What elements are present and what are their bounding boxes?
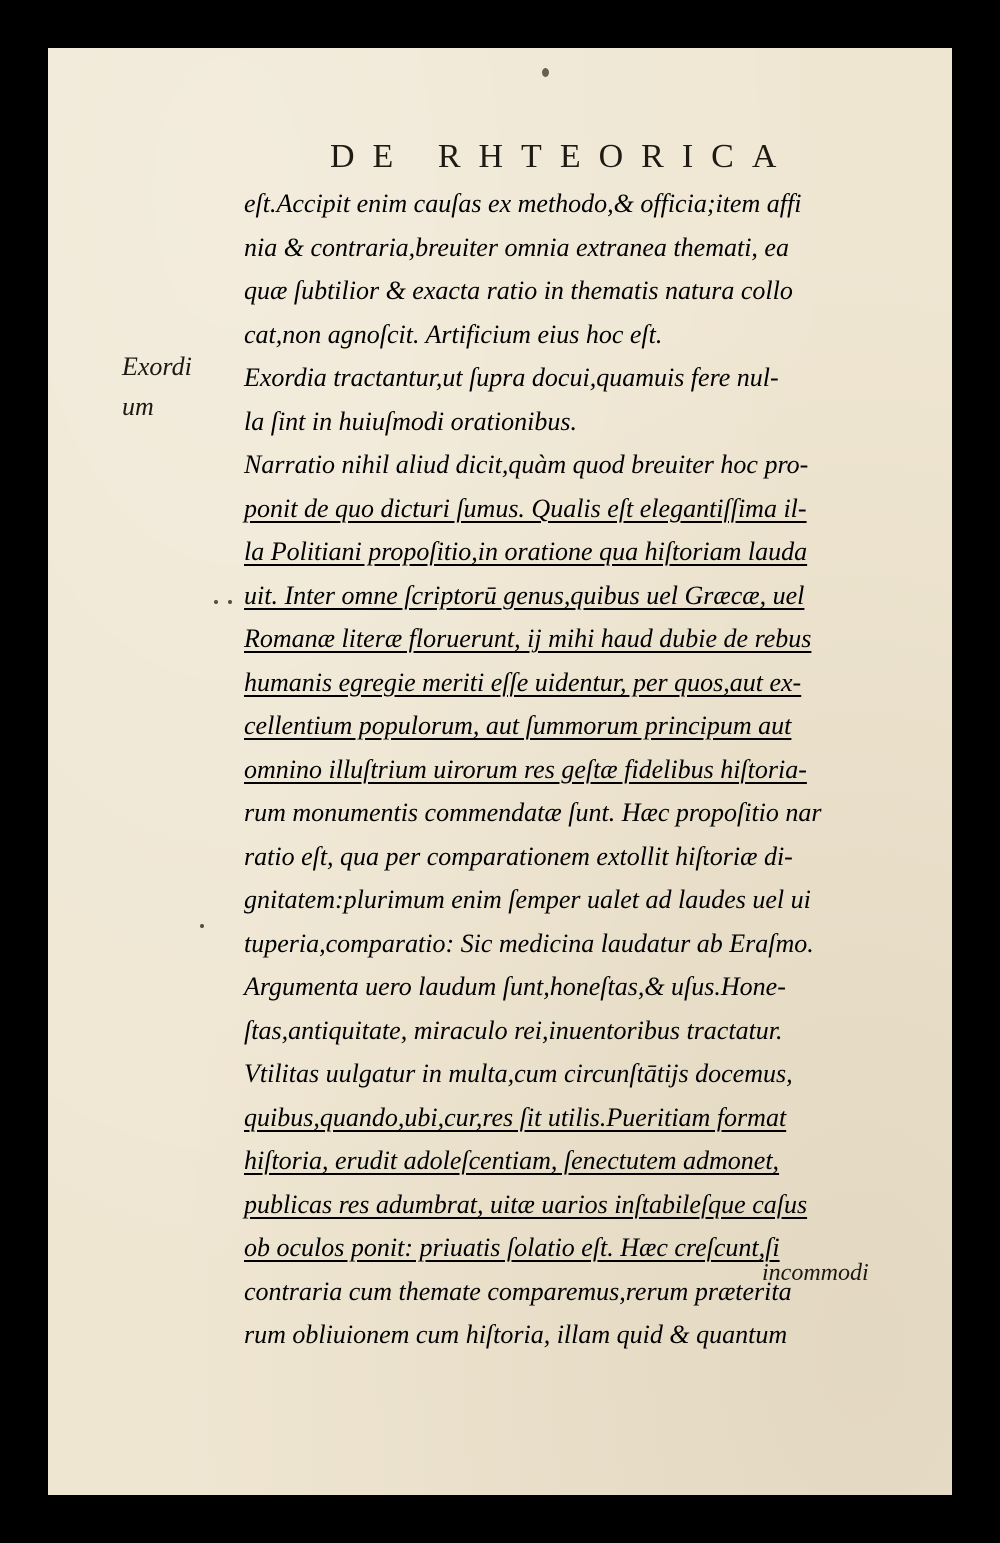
text-line: publicas res adumbrat, uitæ uarios inſtabileſque caſus: [244, 1189, 808, 1219]
text-line: tuperia,comparatio: Sic medicina laudatur ab Eraſmo.: [244, 928, 814, 958]
text-line: rum monumentis commendatæ ſunt. Hæc propoſitio nar: [244, 798, 822, 827]
margin-note-exordi: Exordi: [122, 352, 192, 381]
text-line: quibus,quando,ubi,cur,res ſit utilis.Pueritiam format: [244, 1102, 787, 1132]
text-line: omnino illuſtrium uirorum res geſtæ fidelibus hiſtoria-: [244, 754, 807, 784]
text-line: quæ ſubtilior & exacta ratio in thematis natura collo: [244, 276, 793, 305]
text-line: Narratio nihil aliud dicit,quàm quod breuiter hoc pro-: [244, 450, 809, 479]
text-line: uit. Inter omne ſcriptorū genus,quibus uel Græcæ, uel: [244, 580, 805, 610]
text-line: rum obliuionem cum hiſtoria, illam quid & quantum: [244, 1320, 788, 1349]
text-line: humanis egregie meriti eſſe uidentur, per quos,aut ex-: [244, 667, 802, 697]
text-line: contraria cum themate comparemus,rerum præterita: [244, 1276, 792, 1306]
margin-note-um: um: [122, 392, 154, 421]
text-line: Vtilitas uulgatur in multa,cum circunſtātijs docemus,: [244, 1059, 793, 1088]
text-line: ponit de quo dicturi ſumus. Qualis eſt elegantiſſima il-: [244, 493, 807, 523]
text-line: Romanæ literæ floruerunt, ij mihi haud dubie de rebus: [244, 624, 812, 653]
text-line: hiſtoria, erudit adoleſcentiam, ſenectutem admonet,: [244, 1146, 780, 1175]
catchword: incommodi: [762, 1260, 869, 1286]
ink-dot: [542, 68, 549, 77]
text-line: ſtas,antiquitate, miraculo rei,inuentoribus tractatur.: [244, 1015, 783, 1045]
running-header: DE RHTEORICA: [330, 138, 795, 175]
text-line: ob oculos ponit: priuatis ſolatio eſt. Hæc creſcunt,ſi: [244, 1233, 780, 1262]
text-line: cat,non agnoſcit. Artificium eius hoc eſt.: [244, 319, 663, 349]
text-line: ratio eſt, qua per comparationem extollit hiſtoriæ di-: [244, 841, 793, 871]
text-line: cellentium populorum, aut ſummorum principum aut: [244, 711, 792, 740]
text-line: nia & contraria,breuiter omnia extranea themati, ea: [244, 232, 789, 262]
ink-speck: [200, 924, 204, 928]
ink-speck: [228, 600, 232, 604]
text-line: la ſint in huiuſmodi orationibus.: [244, 406, 577, 436]
text-line: Argumenta uero laudum ſunt,honeſtas,& uſus.Hone-: [244, 972, 786, 1001]
body-text: [244, 182, 924, 1357]
ink-speck: [214, 600, 218, 604]
text-line: Exordia tractantur,ut ſupra docui,quamuis fere nul-: [244, 363, 779, 392]
text-line: eſt.Accipit enim cauſas ex methodo,& officia;item affi: [244, 189, 802, 218]
text-line: la Politiani propoſitio,in oratione qua hiſtoriam lauda: [244, 537, 808, 566]
text-line: gnitatem:plurimum enim ſemper ualet ad laudes uel ui: [244, 885, 811, 914]
